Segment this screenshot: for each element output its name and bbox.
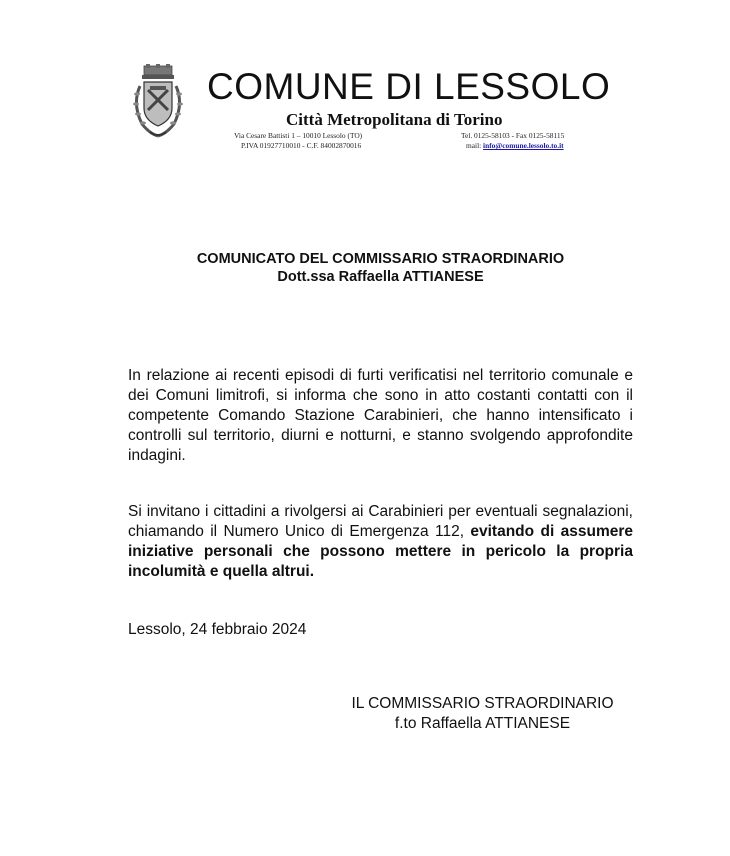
paragraph-1: In relazione ai recenti episodi di furti verificatisi nel territorio comunale e dei Comuni limitrofi, si informa che sono in atto costanti contatti con il competente Comando Stazione Carabinieri, che hanno intensificato i controlli sul territorio, diurni e notturni, e stanno svolgendo approfondite indagini. — [128, 367, 633, 464]
mail-line — [466, 141, 564, 151]
municipality-title: COMUNE DI LESSOLO — [207, 66, 611, 107]
municipality-subtitle: Città Metropolitana di Torino — [286, 110, 503, 129]
vat-line: P.IVA 01927710010 - C.F. 84002870016 — [241, 141, 362, 150]
municipal-crest-icon — [128, 64, 188, 140]
paragraph-2-bold: evitando di assumere iniziative personali che possono mettere in pericolo la propria incolumità e quella altrui. — [128, 523, 633, 580]
signature-name: f.to Raffaella ATTIANESE — [394, 715, 571, 732]
heading-title: COMUNICATO DEL COMMISSARIO STRAORDINARIO — [196, 251, 565, 267]
paragraph-2 — [128, 502, 633, 582]
paragraph-2-plain: Si invitano i cittadini a rivolgersi ai Carabinieri per eventuali segnalazioni, chiamando il Numero Unico di Emergenza 112, — [128, 503, 633, 540]
communique-heading — [128, 250, 633, 286]
signature-block — [330, 694, 635, 734]
mail-label: mail: — [466, 141, 484, 150]
address-line: Via Cesare Battisti 1 – 10010 Lessolo (TO) — [234, 131, 363, 140]
heading-name: Dott.ssa Raffaella ATTIANESE — [277, 269, 484, 285]
document-date: Lessolo, 24 febbraio 2024 — [128, 621, 307, 638]
phone-fax-line: Tel. 0125-58103 - Fax 0125-58115 — [461, 131, 565, 140]
mail-link[interactable]: info@comune.lessolo.to.it — [483, 141, 564, 150]
signature-role: IL COMMISSARIO STRAORDINARIO — [351, 695, 614, 712]
